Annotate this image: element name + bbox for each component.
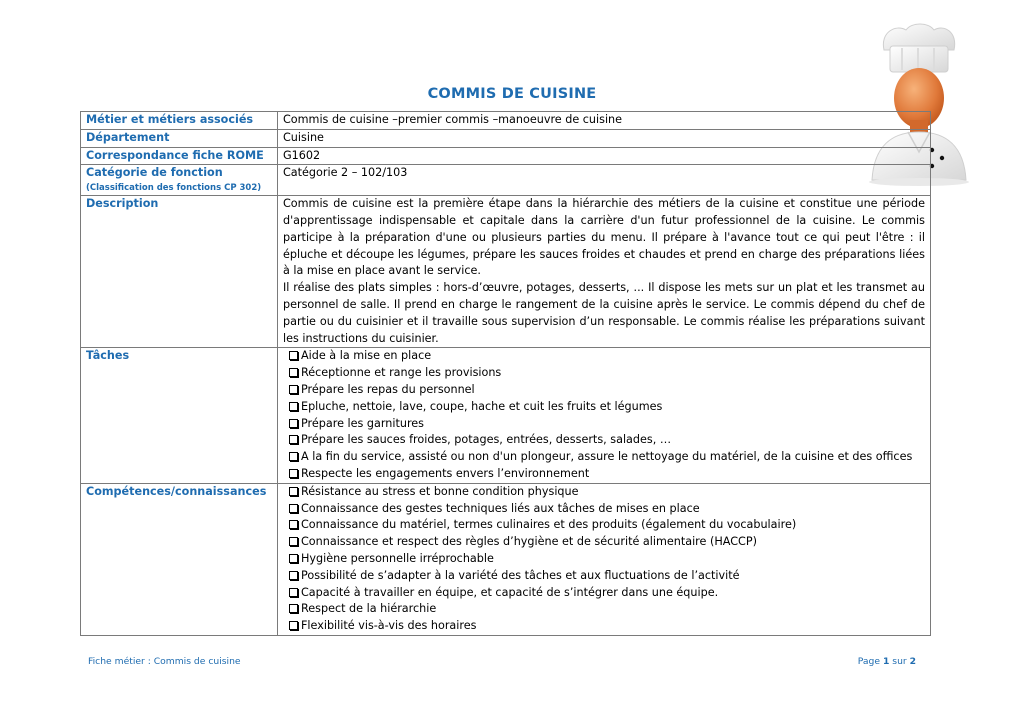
list-item [289, 484, 925, 501]
value-taches [278, 348, 931, 483]
checkbox-icon [289, 469, 298, 478]
checkbox-icon [289, 621, 298, 630]
list-item [289, 416, 925, 433]
row-description [81, 196, 931, 348]
value-description [278, 196, 931, 348]
tache-text: Respecte les engagements envers l’environnement [301, 466, 590, 480]
checkbox-icon [289, 604, 298, 613]
tache-text: A la fin du service, assisté ou non d'un plongeur, assure le nettoyage du matériel, de la cuisine et des offices [301, 450, 913, 464]
checkbox-icon [289, 351, 298, 360]
page-prefix: Page [857, 656, 881, 667]
job-sheet-table [80, 111, 931, 636]
checkbox-icon [289, 368, 298, 377]
competence-text: Respect de la hiérarchie [301, 602, 437, 616]
competence-text: Connaissance des gestes techniques liés aux tâches de mises en place [301, 501, 700, 515]
tache-text: Prépare les sauces froides, potages, entrées, desserts, salades, … [301, 433, 672, 447]
list-item [289, 432, 925, 449]
description-paragraph-1: Commis de cuisine est la première étape dans la hiérarchie des métiers de la cuisine et constitue une période d'apprentissage indispensable et capitale dans la carrière d'un futur professionnel de la cuisine. Le commis participe à la préparation d'une ou plusieurs parties du menu. Il prépare à l'avance tout ce qui peut l'être : il épluche et découpe les légumes, prépare les sauces froides et chaudes et prend en charge des préparations liées à la mise en place avant le service. [283, 197, 925, 278]
competence-text: Connaissance et respect des règles d’hygiène et de sécurité alimentaire (HACCP) [301, 535, 757, 549]
tache-text: Epluche, nettoie, lave, coupe, hache et cuit les fruits et légumes [301, 399, 663, 413]
page-sep: sur [892, 656, 907, 667]
checkbox-icon [289, 520, 298, 529]
list-item [289, 568, 925, 585]
taches-list [283, 348, 925, 482]
footer-document-name: Fiche métier : Commis de cuisine [88, 656, 241, 667]
list-item [289, 399, 925, 416]
row-rome [81, 147, 931, 165]
value-rome: G1602 [278, 147, 931, 165]
competence-text: Connaissance du matériel, termes culinaires et des produits (également du vocabulaire) [301, 518, 797, 532]
label-departement: Département [81, 129, 278, 147]
tache-text: Aide à la mise en place [301, 349, 432, 363]
label-categorie-sub: (Classification des fonctions CP 302) [86, 183, 262, 194]
list-item [289, 534, 925, 551]
page-title: COMMIS DE CUISINE [427, 86, 597, 102]
checkbox-icon [289, 571, 298, 580]
page-current: 1 [882, 656, 890, 667]
list-item [289, 551, 925, 568]
label-metier: Métier et métiers associés [81, 112, 278, 130]
checkbox-icon [289, 452, 298, 461]
checkbox-icon [289, 554, 298, 563]
row-taches [81, 348, 931, 483]
list-item [289, 382, 925, 399]
value-metier: Commis de cuisine –premier commis –manoeuvre de cuisine [278, 112, 931, 130]
value-competences [278, 483, 931, 635]
checkbox-icon [289, 402, 298, 411]
value-categorie: Catégorie 2 – 102/103 [278, 165, 931, 196]
row-metier [81, 112, 931, 130]
competence-text: Résistance au stress et bonne condition physique [301, 484, 579, 498]
row-departement [81, 129, 931, 147]
tache-text: Prépare les repas du personnel [301, 382, 475, 396]
list-item [289, 365, 925, 382]
row-competences [81, 483, 931, 635]
list-item [289, 601, 925, 618]
list-item [289, 585, 925, 602]
label-description: Description [81, 196, 278, 348]
list-item [289, 449, 925, 466]
label-taches: Tâches [81, 348, 278, 483]
list-item [289, 466, 925, 483]
description-paragraph-2: Il réalise des plats simples : hors-d’œuvre, potages, desserts, ... Il dispose les mets sur un plat et les transmet au personnel de salle. Il prend en charge le rangement de la cuisine après le service. Le commis dépend du chef de partie ou du cuisinier et il travaille sous supervision d’un responsable. Le commis réalise les préparations suivant les instructions du cuisinier. [283, 281, 925, 345]
row-categorie [81, 165, 931, 196]
page-total: 2 [909, 656, 916, 667]
checkbox-icon [289, 385, 298, 394]
label-categorie: Catégorie de fonction [86, 166, 223, 180]
label-categorie-cell [81, 165, 278, 196]
checkbox-icon [289, 435, 298, 444]
checkbox-icon [289, 419, 298, 428]
label-rome: Correspondance fiche ROME [81, 147, 278, 165]
checkbox-icon [289, 504, 298, 513]
list-item [289, 618, 925, 635]
competence-text: Capacité à travailler en équipe, et capacité de s’intégrer dans une équipe. [301, 585, 719, 599]
tache-text: Réceptionne et range les provisions [301, 366, 502, 380]
value-departement: Cuisine [278, 129, 931, 147]
competences-list [283, 484, 925, 635]
checkbox-icon [289, 588, 298, 597]
list-item [289, 501, 925, 518]
competence-text: Flexibilité vis-à-vis des horaires [301, 619, 477, 633]
competence-text: Possibilité de s’adapter à la variété des tâches et aux fluctuations de l’activité [301, 568, 740, 582]
list-item [289, 517, 925, 534]
footer-page-number [858, 656, 916, 667]
competence-text: Hygiène personnelle irréprochable [301, 551, 494, 565]
checkbox-icon [289, 487, 298, 496]
tache-text: Prépare les garnitures [301, 416, 425, 430]
label-competences: Compétences/connaissances [81, 483, 278, 635]
checkbox-icon [289, 537, 298, 546]
list-item [289, 348, 925, 365]
